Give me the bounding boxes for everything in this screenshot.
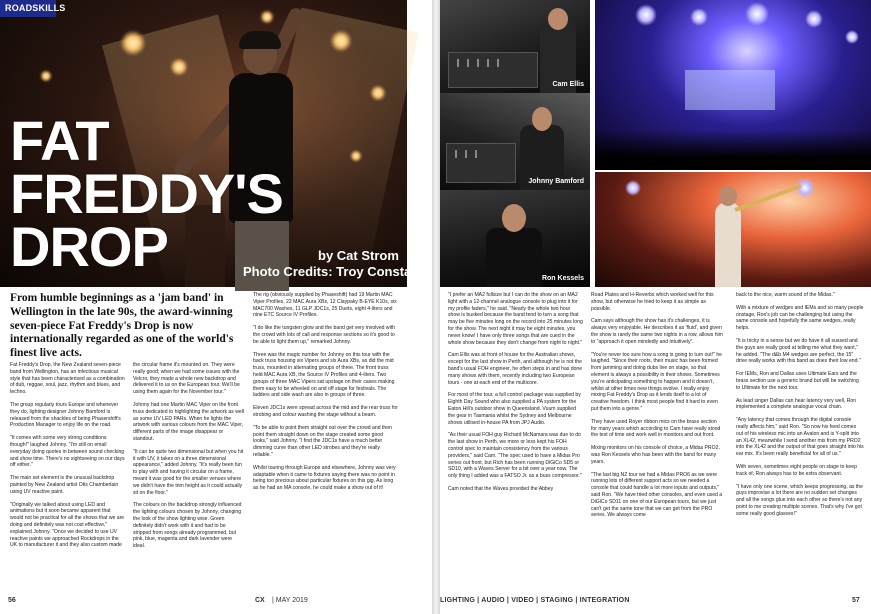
paragraph: "It can be quite two dimensional but when you hit it with UV, it takes on a three dimensional appearance," added Johnny. "It's really been fun to play with and having it circular on a frame, meant it was good for the smaller venues where we didn't have the trim height as it could actually sit on the floor." xyxy=(133,448,244,496)
headline-line-1: FAT xyxy=(10,109,109,172)
paragraph: The rig (obviously supplied by Phaseshift) had 19 Martin MAC Viper Profiles, 22 MAC Aura XBs, 12 Claypaky B-EYE K10s, six MAC700 Washes, 11 GLP JDC1s, 25 Duets, eight 4-liters and nine ETC Source IV Profiles. xyxy=(253,292,397,319)
right-column-3 xyxy=(736,292,864,524)
section-tab xyxy=(0,0,66,17)
caption-ron: Ron Kessels xyxy=(541,275,584,282)
paragraph: "You're never too sure how a song is going to turn out!" he laughed. "Since their roots, their music has been formed from jamming and doing dubs live on stage, so that element is always a possibility in their shows. Sometimes you're anticipating something to happen and it doesn't, whilst at other times new things evolve. I really enjoy mixing Fat Freddy's Drop as it lends itself to a lot of creative freedom. I think most people find it hard to even put them into a genre." xyxy=(591,351,722,412)
left-page xyxy=(0,0,432,614)
paragraph: The colours on the backdrop strongly influenced the lighting colours chosen by Johnny, changing the look of the show lighting wise. Green definitely didn't work with it and had to be stripped from songs already programmed, but pink, blue, magenta and dark lavender were ideal. xyxy=(133,502,242,550)
paragraph: With seven, sometimes eight people on stage to keep track of, Ron always has to be extra observant. xyxy=(736,463,857,477)
cam-ellis-photo xyxy=(440,0,590,93)
paragraph: "It comes with some very strong conditions though!" laughed Johnny. "I'm still on email everyday doing quotes in between sound checking and show time. There's no sightseeing on our days off either." xyxy=(10,435,125,469)
right-page xyxy=(440,0,871,614)
paragraph: Johnny had one Martin MAC Viper on the front truss dedicated to highlighting the artwork as well as some UV LED PARs. When he lights the artwork with various colours from the MAC Viper, different parts of the image disappear or standout. xyxy=(133,401,244,442)
cx-logo: CX xyxy=(255,597,265,604)
paragraph: "To be able to point them straight out over the crowd and then point them straight down on the stage created some good looks," said Johnny. "I find the JDC1s have a much better dimming curve than other LED strobes and they're really reliable." xyxy=(253,424,392,458)
page-number-left: 56 xyxy=(8,597,16,604)
paragraph: As lead singer Dallas can hear latency very well, Ron implemented a complete analogue vocal chain. xyxy=(736,397,857,411)
page-number-right: 57 xyxy=(852,597,860,604)
ron-kessels-photo xyxy=(440,190,590,287)
caption-cam: Cam Ellis xyxy=(552,81,584,88)
paragraph: "The last big NZ tour we had a Midas PRO6 as we were running lots of different support acts so we needed a console that could handle a lot more inputs and outputs," said Ron. "We have tried other consoles, and even used a DiGiCo SD11 on one of our European tours, but we just can't get the same tone that we can get from the PRO series. We always come xyxy=(591,471,723,519)
paragraph: "I prefer an MA2 fullsize but I can do the show on an MA2 light with a 12-channel analogue console to plug into it for my profile faders," he said. "Nearly the whole two hour show is busked because the band tend to turn a song that may be five minutes long on the record into 25 minutes long for the show. The next night it may be eight minutes, you never know! I have only three songs that are cued in the whole show because they don't change from night to night." xyxy=(448,292,583,346)
trombone-player-photo xyxy=(595,172,871,287)
section-footer: LIGHTING | AUDIO | VIDEO | STAGING | INTEGRATION xyxy=(440,597,630,604)
paragraph: Road Plates and H-Reverbs which worked well for this show, but otherwise he tried to keep it as simple as possible. xyxy=(591,292,714,312)
paragraph: the circular frame it's mounted on. They were really good; when we had some issues with the Velcro, they made a whole new backdrop and delivered it to us on the European tour. We'll be using them again for the November tour." xyxy=(133,362,240,396)
headline-line-2: FREDDY'S xyxy=(10,162,283,225)
paragraph: Three was the magic number for Johnny on this tour with the back truss housing six Vipers and six Aura XBs, as did the mid truss, mounted in alternating groups of three. The front truss held MAC Aura XB, the Source IV Profiles and 4-liters. Two groups of three MAC Vipers sat upstage on their cases making them easy to be wheeled on and off stage for festivals. The ladders and side wash are also in groups of three. xyxy=(253,351,395,399)
paragraph: "I have only one scene, which keeps progressing, as the guys improvise a lot there are no sudden set changes and all the songs glue into each other so there's not any point to me creating multiple scenes. That's why I've got some really good glasses!" xyxy=(736,483,863,517)
right-column-1 xyxy=(448,292,583,499)
paragraph: Cam says although the show has it's challenges, it is always very enjoyable. He describes it as 'fluid', and given the show is rarely the same two nights in a row, allows him to "approach it open mindedly and intuitively". xyxy=(591,318,723,345)
hero-photo xyxy=(0,0,431,287)
right-column-2 xyxy=(591,292,724,525)
paragraph: "Any latency that comes through the digital console really affects him," said Ron. "So now his feed comes out of his wireless mic into an Avalon and is Y-split into an XL42, meanwhile I send another mix from my PRO2 into the XL42 and the output of that goes straight into his ear mix. It's been really beneficial for all of us." xyxy=(736,417,864,458)
paragraph: Cam noted that the Waves provided the Abbey xyxy=(448,485,554,492)
standfirst: From humble beginnings as a 'jam band' in Wellington in the late 90s, the award-winning seven-piece Fat Freddy's Drop is now internationally regarded as one of the world's finest live acts. xyxy=(10,292,234,360)
paragraph: They have used Royer ribbon mics on the brass section for many years which according to Cam have really stood the test of time and work well in monitors and out front. xyxy=(591,418,721,439)
left-column-3 xyxy=(253,292,399,498)
johnny-bamford-photo xyxy=(440,93,590,190)
paragraph: "It is tricky in a sense but we do have it all sussed and the guys are really good at telling me what they want," he added. "The d&b M4 wedges are perfect, the 15" drive really works with this band as does their low end." xyxy=(736,337,861,365)
paragraph: With a mixture of wedges and IEMs and so many people onstage, Ron's job can be challenging but using the same console and hopefully the same wedges, really helps. xyxy=(736,304,864,332)
paragraph: The group regularly tours Europe and whenever they do, lighting designer Johnny Bamford is released from the shackles of being Phasershift's Production Manager to enjoy life on the road. xyxy=(10,401,121,429)
paragraph: back to the nice, warm sound of the Midas." xyxy=(736,292,835,298)
issue-date: | MAY 2019 xyxy=(272,597,308,604)
stage-wide-photo xyxy=(595,0,871,170)
paragraph: Mixing monitors on his console of choice, a Midas PRO2, was Ron Kessels who has been with the band for many years. xyxy=(591,445,720,465)
paragraph: "I do like the tungsten glow and the band get very involved with the crowd with lots of call and response sections so it's good to be able to light them up," remarked Johnny. xyxy=(253,325,395,345)
paragraph: "Originally we talked about using LED and animations but it soon became apparent that would not be practical for all the shows that we are doing and definitely was not cost effective," explained Johnny. "Once we decided to use UV reactive paints we approached Rockdrops in the UK to manufacturer it and they also custom made xyxy=(10,501,125,549)
caption-johnny: Johnny Bamford xyxy=(528,178,584,185)
paragraph: For most of the tour, a full control package was supplied by Eighth Day Sound who also supplied a PA system for the Eaton Hill's outdoor show in Queensland. Vuum supplied the gear in Tasmania whilst the Sydney and Melbourne shows utilised in-house PA from JPJ Audio. xyxy=(448,392,581,426)
left-column-1 xyxy=(10,362,125,555)
headline-line-3: DROP xyxy=(10,215,168,278)
photo-credit: Photo Credits: Troy Constable xyxy=(243,264,431,279)
paragraph: Fat Freddy's Drop, the New Zealand seven-piece band from Wellington, has an infectious musical style that has been characterised as a combination of dub, reggae, soul, jazz, rhythm and blues, and techno. xyxy=(10,362,125,396)
left-column-2 xyxy=(133,362,245,556)
paragraph: For IEMs, Ron and Dallas uses Ultimate Ears and the brass section use a generic brand but will be switching to Ultimate for the next tour. xyxy=(736,371,859,391)
headline xyxy=(10,109,290,278)
paragraph: Whilst touring through Europe and elsewhere, Johnny was very adaptable when it came to fixtures saying there was no point in being too precious about particular fixtures on this gig. As long as he had an MA console, he could make a show out of it! xyxy=(253,464,396,492)
section-tab-label: ROADSKILLS xyxy=(5,3,66,13)
paragraph: "As their usual FOH guy Richard McNamara was due to do the last show in Perth, we more or less kept his FOH control spec to maintain consistency from the various providers," said Cam. "The spec used to have a Midas Pro series out front, but Rich has been running DiGiCo SD5 or SD10, with a Waves Server for a bit over a year now. The only thing I added was a FATSO Jr. as a buss compressor." xyxy=(448,432,582,480)
paragraph: Cam Ellis was at front of house for the Australian shows, except for the last show in Perth, and although he is not the band's usual FOH engineer, he often steps in and has done many shows with them, recently including two European tours - one at each end of the multicore. xyxy=(448,352,583,386)
paragraph: The main set element is the unusual backdrop painted by New Zealand artist Otis Chamberlain using UV reactive paint. xyxy=(10,475,119,495)
byline: by Cat Strom xyxy=(318,248,399,263)
page-gutter xyxy=(432,0,440,614)
paragraph: Eleven JDC1s were spread across the mid and the rear truss for strobing and colour washing the stage without a beam. xyxy=(253,405,398,418)
